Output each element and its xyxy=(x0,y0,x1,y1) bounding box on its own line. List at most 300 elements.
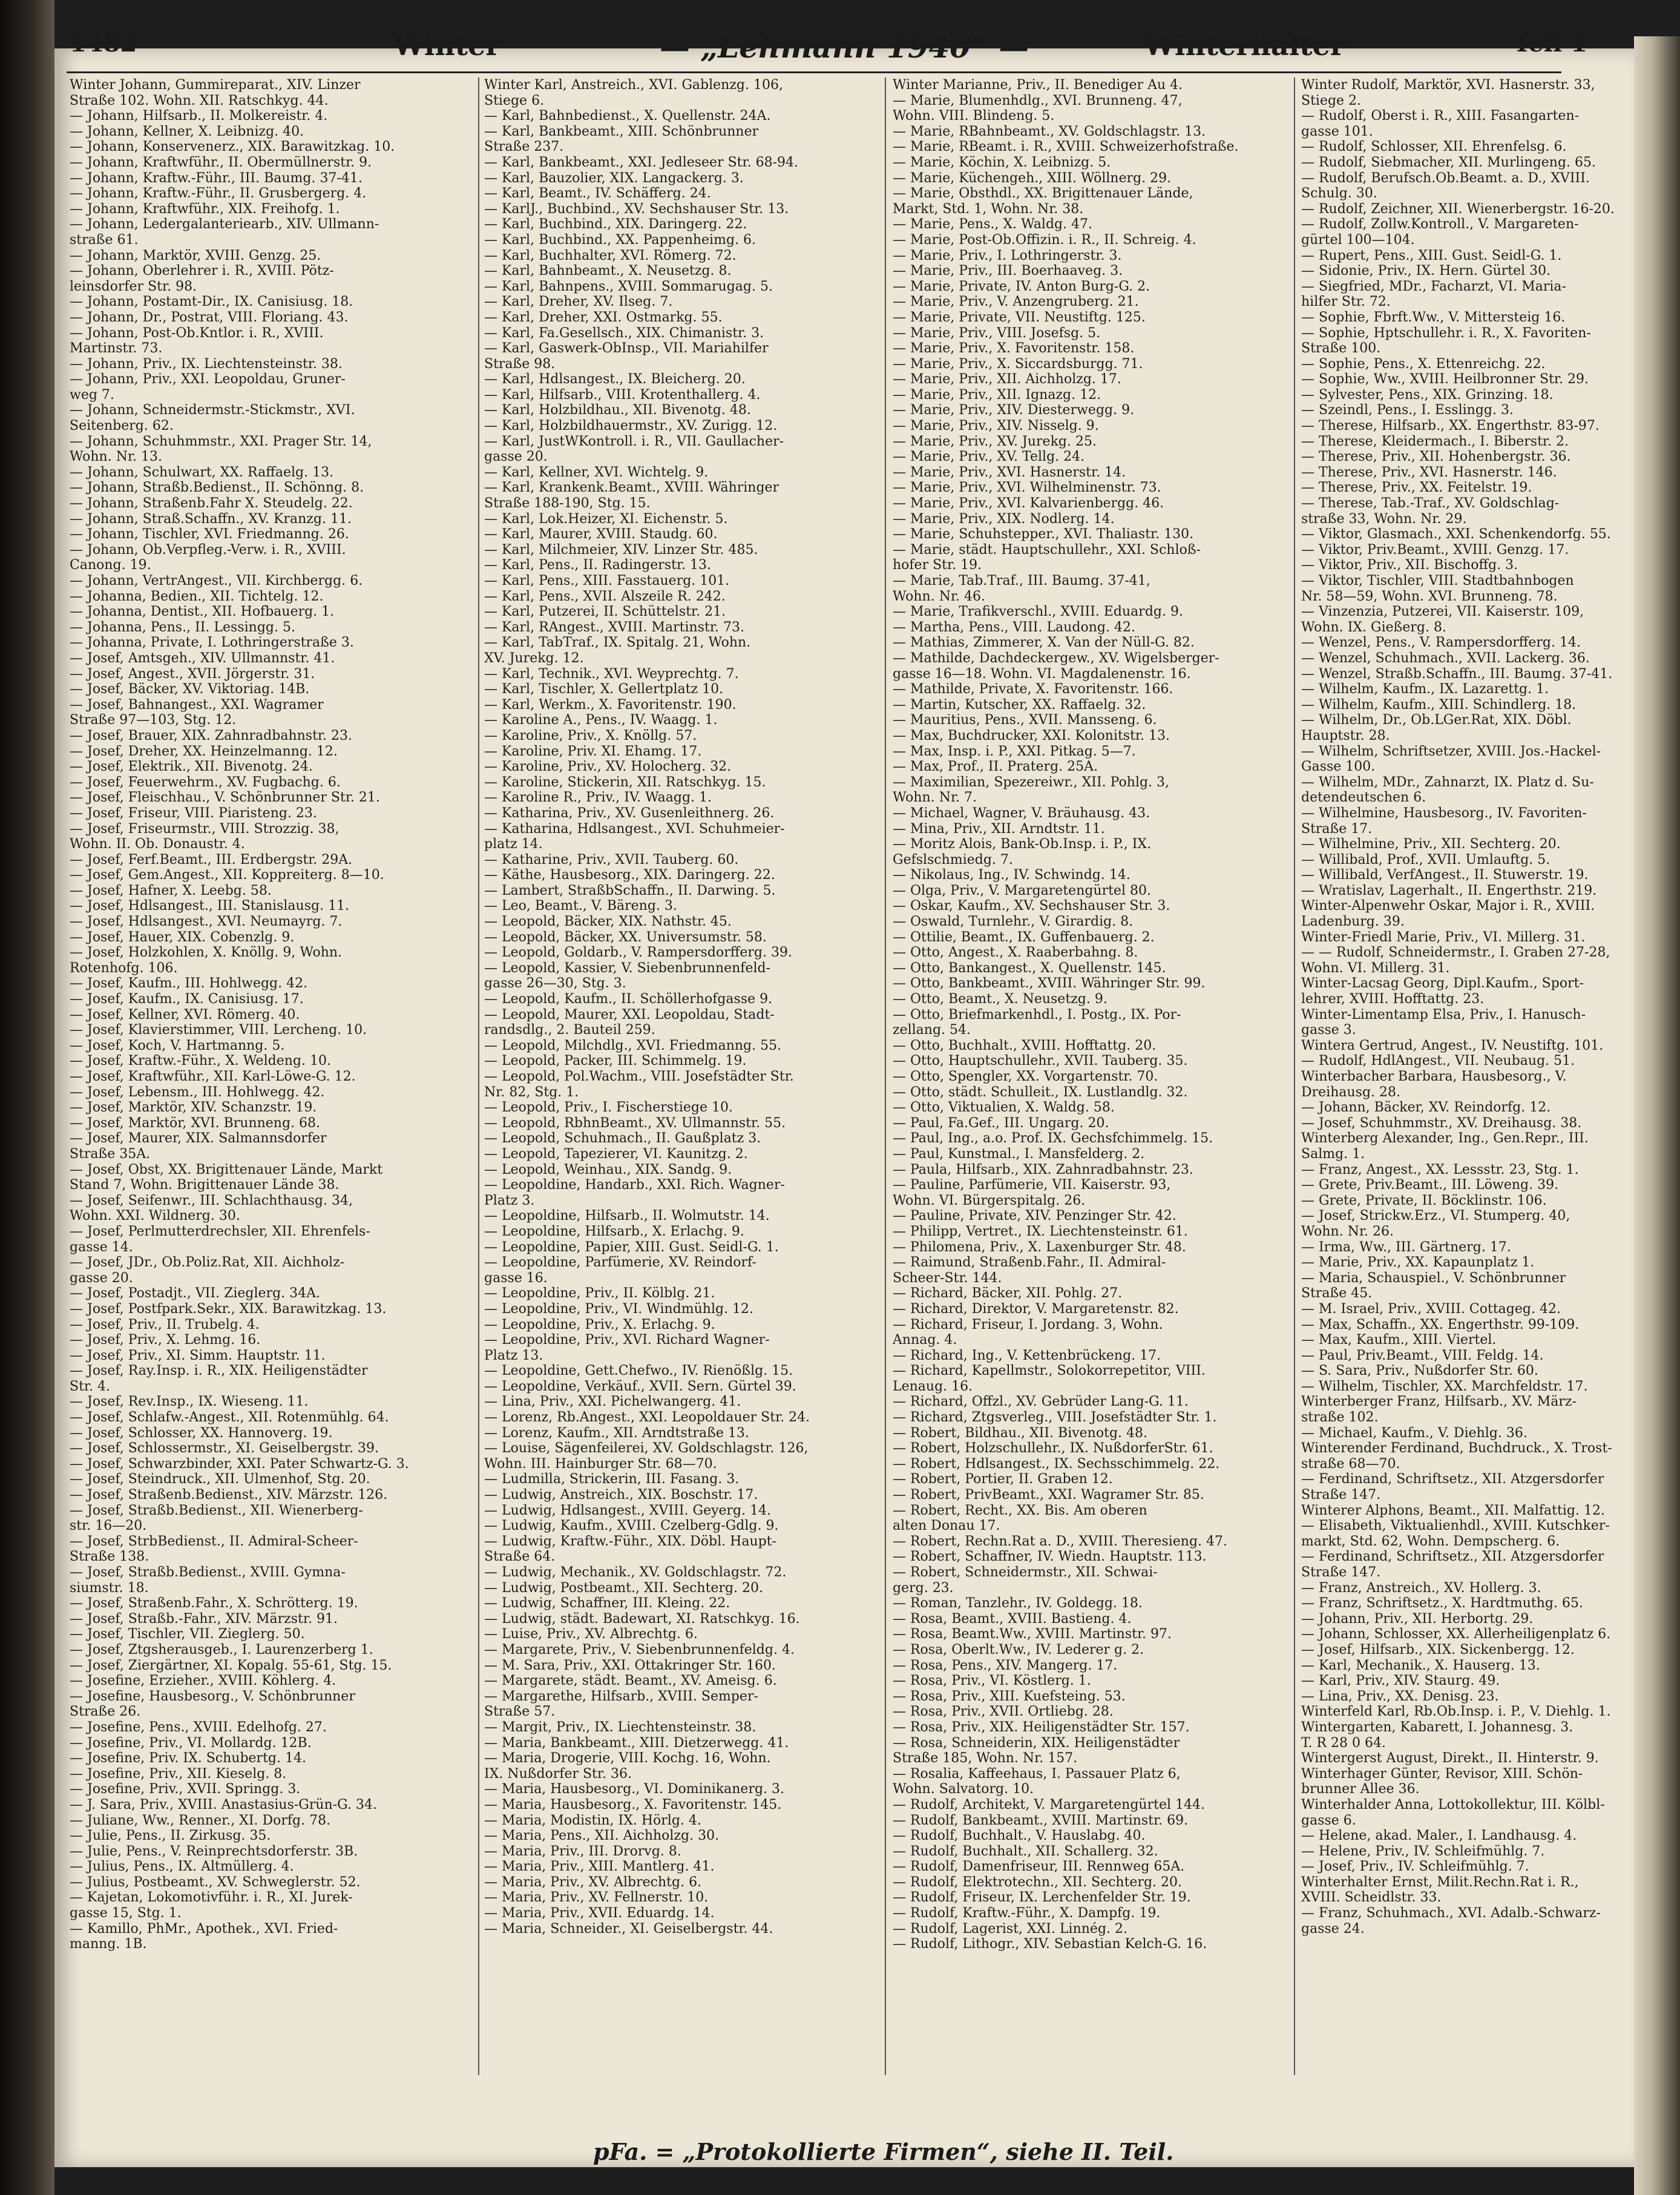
directory-entry-line: — Josef, Maurer, XIX. Salmannsdorfer xyxy=(70,1131,327,1147)
directory-entry-line: — Michael, Kaufm., V. Diehlg. 36. xyxy=(1301,1425,1527,1441)
directory-entry-line: — Karl, Krankenk.Beamt., XVIII. Währinger xyxy=(484,480,779,496)
directory-entry-line: Winter Marianne, Priv., II. Benediger Au 4. xyxy=(893,77,1183,93)
directory-entry-line: — Johann, Priv., XXI. Leopoldau, Gruner- xyxy=(70,372,346,387)
directory-entry-line: — Josef, Ray.Insp. i. R., XIX. Heiligenstädter xyxy=(70,1363,368,1379)
directory-entry-line: — Josef, Postadjt., VII. Zieglerg. 34A. xyxy=(70,1286,321,1302)
directory-entry-line: — Josef, Marktör, XIV. Schanzstr. 19. xyxy=(70,1100,317,1116)
directory-entry-line: — Wilhelm, MDr., Zahnarzt, IX. Platz d. Su- xyxy=(1301,774,1594,790)
directory-entry-line: — Johann, Priv., IX. Liechtensteinstr. 38. xyxy=(70,356,343,372)
directory-entry-line: — Josefine, Priv., XII. Kieselg. 8. xyxy=(70,1766,287,1782)
directory-entry-line: — Franz, Anstreich., XV. Hollerg. 3. xyxy=(1301,1580,1541,1596)
directory-entry-line: — Rudolf, Friseur, IX. Lerchenfelder Str. 19. xyxy=(893,1890,1191,1906)
directory-entry-line: — Josef, Steindruck., XII. Ulmenhof, Stg. 20. xyxy=(70,1472,370,1487)
directory-entry-line: — Elisabeth, Viktualienhdl., XVIII. Kutschker- xyxy=(1301,1518,1610,1534)
directory-entry-line: — Ludwig, städt. Badewart, XI. Ratschkyg. 16. xyxy=(484,1611,800,1627)
directory-entry-line: — Otto, Buchhalt., XVIII. Hofftattg. 20. xyxy=(893,1038,1157,1053)
directory-entry-line: Stiege 2. xyxy=(1301,93,1362,108)
directory-entry-line: — Sophie, Pens., X. Ettenreichg. 22. xyxy=(1301,356,1546,372)
directory-entry-line: — Leopold, Packer, III. Schimmelg. 19. xyxy=(484,1053,747,1069)
directory-entry-line: — Maria, Priv., XVII. Eduardg. 14. xyxy=(484,1906,715,1921)
directory-entry-line: Straße 102. Wohn. XII. Ratschkyg. 44. xyxy=(70,93,329,108)
directory-entry-line: — Josef, Perlmutterdrechsler, XII. Ehrenfels- xyxy=(70,1223,370,1239)
directory-entry-line: — Richard, Ing., V. Kettenbrückeng. 17. xyxy=(893,1348,1161,1363)
directory-entry-line: — Therese, Tab.-Traf., XV. Goldschlag- xyxy=(1301,496,1560,512)
directory-entry-line: gasse 101. xyxy=(1301,123,1373,139)
directory-entry-line: — Josef, JDr., Ob.Poliz.Rat, XII. Aichholz- xyxy=(70,1255,345,1271)
directory-entry-line: — Maria, Schneider., XI. Geiselbergstr. 44. xyxy=(484,1921,773,1937)
directory-entry-line: — Richard, Direktor, V. Margaretenstr. 82. xyxy=(893,1301,1179,1317)
directory-entry-line: — Rudolf, Zollw.Kontroll., V. Margareten- xyxy=(1301,217,1579,232)
directory-entry-line: — Johann, Tischler, XVI. Friedmanng. 26. xyxy=(70,527,349,542)
directory-entry-line: — Pauline, Private, XIV. Penzinger Str. 42. xyxy=(893,1208,1176,1224)
directory-entry-line: XV. Jurekg. 12. xyxy=(484,650,584,666)
directory-entry-line: — Mauritius, Pens., XVII. Mansseng. 6. xyxy=(893,712,1157,728)
series-title: — „Lehmann 1940“ — xyxy=(660,29,1029,65)
directory-entry-line: Winter Karl, Anstreich., XVI. Gablenzg. 106, xyxy=(484,77,783,93)
directory-entry-line: Gefslschmiedg. 7. xyxy=(893,852,1013,867)
directory-entry-line: — Maria, Priv., III. Drorvg. 8. xyxy=(484,1843,681,1859)
directory-entry-line: — Leopold, Kaufm., II. Schöllerhofgasse 9. xyxy=(484,992,773,1007)
directory-entry-line: — Karoline, Priv. XI. Ehamg. 17. xyxy=(484,743,702,759)
directory-entry-line: gasse 3. xyxy=(1301,1022,1356,1038)
directory-entry-line: — Paul, Fa.Gef., III. Ungarg. 20. xyxy=(893,1115,1109,1131)
directory-entry-line: str. 16—20. xyxy=(70,1518,147,1534)
directory-entry-line: — Johanna, Private, I. Lothringerstraße 3. xyxy=(70,635,354,651)
directory-entry-line: T. R 28 0 64. xyxy=(1301,1735,1386,1751)
directory-entry-line: — Rosa, Priv., XIII. Kuefsteing. 53. xyxy=(893,1688,1126,1704)
directory-entry-line: Straße 100. xyxy=(1301,341,1381,357)
directory-entry-line: — Johann, Bäcker, XV. Reindorfg. 12. xyxy=(1301,1100,1551,1116)
directory-entry-line: — Josef, Hdlsangest., III. Stanislausg. 11. xyxy=(70,898,350,914)
directory-entry-line: — Grete, Private, II. Böcklinstr. 106. xyxy=(1301,1193,1547,1208)
directory-entry-line: — Josef, Feuerwehrm., XV. Fugbachg. 6. xyxy=(70,774,341,790)
directory-entry-line: — Johanna, Dentist., XII. Hofbauerg. 1. xyxy=(70,604,335,620)
directory-entry-line: gerg. 23. xyxy=(893,1580,954,1596)
directory-entry-line: — Helene, akad. Maler., I. Landhausg. 4. xyxy=(1301,1828,1577,1844)
directory-entry-line: — Sylvester, Pens., XIX. Grinzing. 18. xyxy=(1301,387,1554,403)
directory-entry-line: Wohn. Nr. 7. xyxy=(893,790,977,806)
directory-column-3 xyxy=(893,77,1274,2093)
directory-entry-line: Stiege 6. xyxy=(484,93,545,108)
directory-entry-line: — Siegfried, MDr., Facharzt, VI. Maria- xyxy=(1301,278,1566,294)
directory-entry-line: — Josef, Friseurmstr., VIII. Strozzig. 38, xyxy=(70,821,340,837)
directory-entry-line: gasse 26—30, Stg. 3. xyxy=(484,976,626,992)
directory-entry-line: — Michael, Wagner, V. Bräuhausg. 43. xyxy=(893,805,1150,821)
directory-entry-line: — Helene, Priv., IV. Schleifmühlg. 7. xyxy=(1301,1843,1545,1859)
directory-entry-line: Winter-Friedl Marie, Priv., VI. Millerg. 31. xyxy=(1301,929,1586,945)
directory-entry-line: — Rudolf, Oberst i. R., XIII. Fasangarten- xyxy=(1301,108,1580,124)
directory-entry-line: — Ludwig, Kraftw.-Führ., XIX. Döbl. Haupt- xyxy=(484,1533,776,1549)
directory-entry-line: Winterberger Franz, Hilfsarb., XV. März- xyxy=(1301,1394,1577,1410)
directory-entry-line: — Marie, Priv., XVI. Wilhelminenstr. 73. xyxy=(893,480,1161,496)
header-rule xyxy=(67,71,1561,73)
directory-entry-line: — Viktor, Priv., XII. Bischoffg. 3. xyxy=(1301,558,1518,573)
directory-entry-line: — Johann, Kraftw.-Führ., III. Baumg. 37-41. xyxy=(70,170,363,186)
directory-entry-line: — Therese, Hilfsarb., XX. Engerthstr. 83-97. xyxy=(1301,418,1600,434)
directory-entry-line: gasse 16—18. Wohn. VI. Magdalenenstr. 16. xyxy=(893,666,1191,682)
directory-entry-line: — Maria, Priv., XV. Albrechtg. 6. xyxy=(484,1874,702,1890)
directory-entry-line: — Josef, Priv., II. Trubelg. 4. xyxy=(70,1317,260,1332)
directory-entry-line: — Maria, Hausbesorg., X. Favoritenstr. 145. xyxy=(484,1797,782,1812)
directory-entry-line: — Käthe, Hausbesorg., XIX. Daringerg. 22. xyxy=(484,867,775,883)
footer-note: pFa. = „Protokollierte Firmen“, siehe II. Teil. xyxy=(593,2138,1174,2165)
directory-entry-line: Nr. 82, Stg. 1. xyxy=(484,1084,579,1100)
directory-entry-line: Straße 147. xyxy=(1301,1487,1381,1503)
directory-entry-line: — Josef, StrbBedienst., II. Admiral-Scheer- xyxy=(70,1533,358,1549)
directory-entry-line: Winterberg Alexander, Ing., Gen.Repr., III. xyxy=(1301,1131,1589,1147)
directory-entry-line: — Luise, Priv., XV. Albrechtg. 6. xyxy=(484,1627,698,1642)
directory-entry-line: — Paul, Ing., a.o. Prof. IX. Gechsfchimmelg. 15. xyxy=(893,1131,1213,1147)
directory-entry-line: Winterhalder Anna, Lottokollektur, III. Kölbl- xyxy=(1301,1797,1605,1812)
directory-entry-line: — Johann, Post-Ob.Kntlor. i. R., XVIII. xyxy=(70,325,324,341)
directory-entry-line: — Josef, Amtsgeh., XIV. Ullmannstr. 41. xyxy=(70,650,335,666)
directory-entry-line: — Josef, Straßb.Bedienst., XVIII. Gymna- xyxy=(70,1565,346,1580)
directory-entry-line: — — Rudolf, Schneidermstr., I. Graben 27-28, xyxy=(1301,945,1610,961)
directory-entry-line: — Leopoldine, Hilfsarb., X. Erlachg. 9. xyxy=(484,1223,744,1239)
directory-entry-line: — Marie, städt. Hauptschullehr., XXI. Schloß- xyxy=(893,542,1201,558)
directory-entry-line: — Johann, Priv., XII. Herbortg. 29. xyxy=(1301,1611,1534,1627)
directory-entry-line: — Josefine, Hausbesorg., V. Schönbrunner xyxy=(70,1688,355,1704)
directory-entry-line: — Max, Insp. i. P., XXI. Pitkag. 5—7. xyxy=(893,743,1136,759)
directory-entry-line: — Johann, Straßenb.Fahr X. Steudelg. 22. xyxy=(70,496,353,512)
directory-entry-line: Winterfeld Karl, Rb.Ob.Insp. i. P., V. Diehlg. 1. xyxy=(1301,1704,1611,1720)
directory-entry-line: — Marie, Private, VII. Neustiftg. 125. xyxy=(893,309,1146,325)
directory-entry-line: — Robert, Schneidermstr., XII. Schwai- xyxy=(893,1565,1158,1580)
directory-entry-line: — Josef, Priv., IV. Schleifmühlg. 7. xyxy=(1301,1859,1529,1875)
directory-entry-line: — Josef, Straßb.Bedienst., XII. Wienerberg- xyxy=(70,1502,363,1518)
directory-entry-line: — Rupert, Pens., XIII. Gust. Seidl-G. 1. xyxy=(1301,248,1562,263)
directory-entry-line: — Josef, Straßb.-Fahr., XIV. Märzstr. 91. xyxy=(70,1611,338,1627)
directory-entry-line: gasse 24. xyxy=(1301,1921,1365,1937)
directory-entry-line: gasse 20. xyxy=(484,449,548,465)
directory-entry-line: straße 33, Wohn. Nr. 29. xyxy=(1301,511,1467,527)
directory-entry-line: — Josef, Schlafw.-Angest., XII. Rotenmühlg. 64. xyxy=(70,1410,389,1426)
directory-entry-line: — Marie, Trafikverschl., XVIII. Eduardg. 9. xyxy=(893,604,1183,620)
directory-entry-line: Winterhalter Ernst, Milit.Rechn.Rat i. R., xyxy=(1301,1874,1579,1890)
directory-entry-line: — Julius, Postbeamt., XV. Schweglerstr. 52. xyxy=(70,1874,361,1890)
directory-entry-line: zellang. 54. xyxy=(893,1022,971,1038)
directory-entry-line: — Karl, Kellner, XVI. Wichtelg. 9. xyxy=(484,464,709,480)
directory-entry-line: Wohn. VI. Millerg. 31. xyxy=(1301,960,1450,976)
directory-entry-line: — Karl, Hilfsarb., VIII. Krotenthallerg. 4. xyxy=(484,387,761,403)
directory-entry-line: — Marie, RBahnbeamt., XV. Goldschlagstr. 13. xyxy=(893,123,1206,139)
directory-entry-line: — Robert, Rechn.Rat a. D., XVIII. Theresieng. 47. xyxy=(893,1533,1228,1549)
directory-entry-line: Winter-Limentamp Elsa, Priv., I. Hanusch- xyxy=(1301,1007,1586,1022)
directory-entry-line: — Johann, Dr., Postrat, VIII. Floriang. 43. xyxy=(70,309,349,325)
directory-entry-line: — Johann, Konservenerz., XIX. Barawitzkag. 10. xyxy=(70,139,395,155)
directory-entry-line: — Marie, Obsthdl., XX. Brigittenauer Lände, xyxy=(893,186,1193,202)
directory-entry-line: — Katharina, Hdlsangest., XVI. Schuhmeier- xyxy=(484,821,785,837)
directory-entry-line: — Ludwig, Kaufm., XVIII. Czelberg-Gdlg. 9. xyxy=(484,1518,779,1534)
directory-entry-line: — Karl, Milchmeier, XIV. Linzer Str. 485. xyxy=(484,542,758,558)
directory-entry-line: — Robert, Bildhau., XII. Bivenotg. 48. xyxy=(893,1425,1147,1441)
directory-entry-line: — Karoline A., Pens., IV. Waagg. 1. xyxy=(484,712,718,728)
directory-entry-line: — Johann, Straß.Schaffn., XV. Kranzg. 11. xyxy=(70,511,352,527)
directory-entry-line: lehrer, XVIII. Hofftattg. 23. xyxy=(1301,992,1485,1007)
directory-entry-line: — Marie, RBeamt. i. R., XVIII. Schweizerhofstraße. xyxy=(893,139,1239,155)
directory-entry-line: — Lorenz, Rb.Angest., XXI. Leopoldauer Str. 24. xyxy=(484,1410,810,1426)
directory-entry-line: — Karl, Beamt., IV. Schäfferg. 24. xyxy=(484,186,711,202)
directory-entry-line: — Josef, Kraftw.-Führ., X. Weldeng. 10. xyxy=(70,1053,331,1069)
directory-entry-line: — Margarete, städt. Beamt., XV. Ameisg. 6. xyxy=(484,1673,777,1689)
directory-entry-line: — Otto, Briefmarkenhdl., I. Postg., IX. Por- xyxy=(893,1007,1181,1022)
running-head-right: Winterhalter xyxy=(1144,29,1345,62)
directory-entry-line: — Nikolaus, Ing., IV. Schwindg. 14. xyxy=(893,867,1130,883)
directory-entry-line: — Karoline R., Priv., IV. Waagg. 1. xyxy=(484,790,712,806)
directory-entry-line: detendeutschen 6. xyxy=(1301,790,1426,806)
part-label: Teil 1 xyxy=(1513,29,1587,58)
directory-entry-line: — Otto, Bankbeamt., XVIII. Währinger Str. 99. xyxy=(893,976,1206,992)
directory-entry-line: — Therese, Priv., XII. Hohenbergstr. 36. xyxy=(1301,449,1571,465)
directory-entry-line: — Julius, Pens., IX. Altmüllerg. 4. xyxy=(70,1859,294,1875)
directory-entry-line: — Karl, Pens., XVII. Alszeile R. 242. xyxy=(484,588,726,604)
directory-entry-line: — Marie, Priv., VIII. Josefsg. 5. xyxy=(893,325,1101,341)
directory-entry-line: — Johann, Marktör, XVIII. Genzg. 25. xyxy=(70,248,321,263)
directory-entry-line: — Johann, VertrAngest., VII. Kirchbergg. 6. xyxy=(70,573,363,588)
directory-entry-line: — Marie, Priv., XVI. Kalvarienbergg. 46. xyxy=(893,496,1164,512)
directory-entry-line: — J. Sara, Priv., XVIII. Anastasius-Grün-G. 34. xyxy=(70,1797,377,1812)
directory-entry-line: — Rudolf, Damenfriseur, III. Rennweg 65A. xyxy=(893,1859,1185,1875)
directory-entry-line: — Leopold, Goldarb., V. Rampersdorfferg. 39. xyxy=(484,945,792,961)
directory-entry-line: Straße 147. xyxy=(1301,1565,1381,1580)
directory-entry-line: — Maria, Drogerie, VIII. Kochg. 16, Wohn. xyxy=(484,1751,771,1766)
directory-entry-line: — Karoline, Priv., X. Knöllg. 57. xyxy=(484,728,697,743)
directory-entry-line: — Maria, Hausbesorg., VI. Dominikanerg. 3. xyxy=(484,1782,785,1797)
directory-entry-line: — Karl, Lok.Heizer, XI. Eichenstr. 5. xyxy=(484,511,728,527)
directory-entry-line: — Rosa, Pens., XIV. Mangerg. 17. xyxy=(893,1657,1118,1673)
directory-entry-line: — Josef, Koch, V. Hartmanng. 5. xyxy=(70,1038,285,1053)
directory-entry-line: Wintera Gertrud, Angest., IV. Neustiftg. 101. xyxy=(1301,1038,1604,1053)
directory-entry-line: — Leopoldine, Verkäuf., XVII. Sern. Gürtel 39. xyxy=(484,1378,796,1394)
directory-entry-line: platz 14. xyxy=(484,837,543,852)
directory-entry-line: — Johann, Kraftwführ., II. Obermüllnerstr. 9. xyxy=(70,154,372,170)
directory-entry-line: — Karoline, Stickerin, XII. Ratschkyg. 15. xyxy=(484,774,766,790)
directory-entry-line: — Otto, Angest., X. Raaberbahng. 8. xyxy=(893,945,1138,961)
directory-entry-line: — Pauline, Parfümerie, VII. Kaiserstr. 93, xyxy=(893,1177,1171,1193)
directory-entry-line: — Johann, Ob.Verpfleg.-Verw. i. R., XVIII. xyxy=(70,542,346,558)
directory-entry-line: — Marie, Post-Ob.Offizin. i. R., II. Schreig. 4. xyxy=(893,232,1196,248)
directory-entry-line: — Leopoldine, Parfümerie, XV. Reindorf- xyxy=(484,1255,756,1271)
directory-entry-line: — Mathilde, Private, X. Favoritenstr. 166. xyxy=(893,682,1173,697)
directory-entry-line: — Josef, Kraftwführ., XII. Karl-Löwe-G. 12. xyxy=(70,1069,356,1084)
directory-entry-line: — Oskar, Kaufm., XV. Sechshauser Str. 3. xyxy=(893,898,1170,914)
directory-entry-line: — Leopold, RbhnBeamt., XV. Ullmannstr. 55. xyxy=(484,1115,786,1131)
directory-entry-line: Annag. 4. xyxy=(893,1332,957,1348)
directory-entry-line: — Marie, Priv., XII. Aichholzg. 17. xyxy=(893,372,1121,387)
directory-entry-line: — Marie, Priv., XV. Tellg. 24. xyxy=(893,449,1085,465)
directory-entry-line: Rotenhofg. 106. xyxy=(70,960,178,976)
directory-entry-line: — Sophie, Fbrft.Ww., V. Mittersteig 16. xyxy=(1301,309,1566,325)
directory-entry-line: — Lorenz, Kaufm., XII. Arndtstraße 13. xyxy=(484,1425,749,1441)
directory-entry-line: — Marie, Priv., V. Anzengruberg. 21. xyxy=(893,294,1139,310)
directory-entry-line: Wohn. VIII. Blindeng. 5. xyxy=(893,108,1055,124)
directory-entry-line: Ladenburg. 39. xyxy=(1301,914,1405,930)
directory-entry-line: — Marie, Küchengeh., XIII. Wöllnerg. 29. xyxy=(893,170,1172,186)
directory-entry-line: Wintergarten, Kabarett, I. Johannesg. 3. xyxy=(1301,1719,1573,1735)
directory-entry-line: — Roman, Tanzlehr., IV. Goldegg. 18. xyxy=(893,1596,1143,1611)
directory-entry-line: — Margarethe, Hilfsarb., XVIII. Semper- xyxy=(484,1688,758,1704)
directory-entry-line: — Karl, Technik., XVI. Weyprechtg. 7. xyxy=(484,666,739,682)
directory-entry-line: — Franz, Schriftsetz., X. Hardtmuthg. 65. xyxy=(1301,1596,1583,1611)
directory-entry-line: — Marie, Priv., I. Lothringerstr. 3. xyxy=(893,248,1122,263)
directory-entry-line: — Marie, Priv., XIV. Diesterwegg. 9. xyxy=(893,403,1135,418)
directory-entry-line: — Marie, Priv., XV. Jurekg. 25. xyxy=(893,433,1097,449)
directory-entry-line: — Leopold, Maurer, XXI. Leopoldau, Stadt- xyxy=(484,1007,775,1022)
directory-entry-line: Straße 26. xyxy=(70,1704,141,1720)
directory-entry-line: Platz 13. xyxy=(484,1348,543,1363)
directory-entry-line: — Ferdinand, Schriftsetz., XII. Atzgersdorfer xyxy=(1301,1472,1604,1487)
directory-entry-line: — Leopold, Tapezierer, VI. Kaunitzg. 2. xyxy=(484,1146,748,1162)
directory-entry-line: Straße 35A. xyxy=(70,1146,151,1162)
directory-entry-line: — Rudolf, Berufsch.Ob.Beamt. a. D., XVIII. xyxy=(1301,170,1590,186)
directory-entry-line: Winter Rudolf, Marktör, XVI. Hasnerstr. 33, xyxy=(1301,77,1595,93)
directory-entry-line: Str. 4. xyxy=(70,1378,110,1394)
directory-entry-line: — Richard, Kapellmstr., Solokorrepetitor, VIII. xyxy=(893,1363,1206,1379)
directory-entry-line: — KarlJ., Buchbind., XV. Sechshauser Str. 13. xyxy=(484,201,789,217)
directory-entry-line: — S. Sara, Priv., Nußdorfer Str. 60. xyxy=(1301,1363,1538,1379)
directory-entry-line: — Wilhelm, Kaufm., XIII. Schindlerg. 18. xyxy=(1301,697,1577,712)
directory-entry-line: — Leopold, Weinhau., XIX. Sandg. 9. xyxy=(484,1162,732,1177)
directory-entry-line: — Wilhelmine, Priv., XII. Sechterg. 20. xyxy=(1301,837,1561,852)
directory-entry-line: Winterender Ferdinand, Buchdruck., X. Trost- xyxy=(1301,1441,1612,1456)
directory-entry-line: — Karl, Bauzolier, XIX. Langackerg. 3. xyxy=(484,170,744,186)
directory-entry-line: Hauptstr. 28. xyxy=(1301,728,1390,743)
directory-entry-line: Wohn. XXI. Wildnerg. 30. xyxy=(70,1208,240,1224)
directory-entry-line: — Rosa, Beamt., XVIII. Bastieng. 4. xyxy=(893,1611,1132,1627)
directory-entry-line: — Wilhelm, Dr., Ob.LGer.Rat, XIX. Döbl. xyxy=(1301,712,1572,728)
directory-entry-line: — Josef, Priv., X. Lehmg. 16. xyxy=(70,1332,261,1348)
directory-entry-line: Wohn. II. Ob. Donaustr. 4. xyxy=(70,837,245,852)
directory-entry-line: gasse 14. xyxy=(70,1239,133,1255)
directory-column-4 xyxy=(1301,77,1664,2093)
directory-entry-line: — Josef, Straßenb.Bedienst., XIV. Märzstr. 126. xyxy=(70,1487,388,1503)
directory-entry-line: — Johann, Postamt-Dir., IX. Canisiusg. 18. xyxy=(70,294,353,310)
directory-entry-line: — Josef, Ziergärtner, XI. Kopalg. 55-61, Stg. 15. xyxy=(70,1657,392,1673)
directory-entry-line: — Karl, Dreher, XV. Ilseg. 7. xyxy=(484,294,673,310)
directory-entry-line: — Josef, Hauer, XIX. Cobenzlg. 9. xyxy=(70,929,295,945)
directory-entry-line: — Karl, Mechanik., X. Hauserg. 13. xyxy=(1301,1657,1540,1673)
directory-entry-line: — Josef, Postfpark.Sekr., XIX. Barawitzkag. 13. xyxy=(70,1301,387,1317)
directory-entry-line: — Johann, Kraftwführ., XIX. Freihofg. 1. xyxy=(70,201,340,217)
directory-entry-line: — Karl, Fa.Gesellsch., XIX. Chimanistr. 3. xyxy=(484,325,764,341)
directory-entry-line: — Josef, Strickw.Erz., VI. Stumperg. 40, xyxy=(1301,1208,1570,1224)
directory-entry-line: — Josef, Schuhmmstr., XV. Dreihausg. 38. xyxy=(1301,1115,1582,1131)
directory-entry-line: — Martin, Kutscher, XX. Raffaelg. 32. xyxy=(893,697,1146,712)
directory-entry-line: hofer Str. 19. xyxy=(893,558,982,573)
directory-entry-line: Wohn. Nr. 13. xyxy=(70,449,163,465)
directory-entry-line: — Max, Prof., II. Praterg. 25A. xyxy=(893,759,1098,775)
directory-entry-line: — Rudolf, Kraftw.-Führ., X. Dampfg. 19. xyxy=(893,1906,1161,1921)
directory-entry-line: — Josef, Rev.Insp., IX. Wieseng. 11. xyxy=(70,1394,309,1410)
directory-entry-line: Straße 45. xyxy=(1301,1286,1373,1302)
directory-entry-line: — Josef, Holzkohlen, X. Knöllg. 9, Wohn. xyxy=(70,945,343,961)
directory-entry-line: — Paul, Kunstmal., I. Mansfelderg. 2. xyxy=(893,1146,1145,1162)
directory-entry-line: — Josef, Schwarzbinder, XXI. Pater Schwartz-G. 3. xyxy=(70,1456,409,1472)
directory-entry-line: — Rudolf, Siebmacher, XII. Murlingeng. 65. xyxy=(1301,154,1596,170)
directory-entry-line: — Josef, Kaufm., IX. Canisiusg. 17. xyxy=(70,992,304,1007)
directory-entry-line: — Johann, Kellner, X. Leibnizg. 40. xyxy=(70,123,304,139)
directory-entry-line: — Wilhelmine, Hausbesorg., IV. Favoriten- xyxy=(1301,805,1587,821)
directory-column-2 xyxy=(484,77,865,2093)
directory-entry-line: — Marie, Köchin, X. Leibnizg. 5. xyxy=(893,154,1111,170)
directory-entry-line: — Margarete, Priv., V. Siebenbrunnenfeldg. 4. xyxy=(484,1642,795,1657)
directory-entry-line: — Karl, Putzerei, II. Schüttelstr. 21. xyxy=(484,604,726,620)
directory-entry-line: — Karl, Buchhalter, XVI. Römerg. 72. xyxy=(484,248,737,263)
directory-entry-line: — Leopoldine, Hilfsarb., II. Wolmutstr. 14. xyxy=(484,1208,770,1224)
directory-entry-line: Wohn. Nr. 26. xyxy=(1301,1223,1394,1239)
directory-entry-line: — Karl, Buchbind., XX. Pappenheimg. 6. xyxy=(484,232,756,248)
directory-entry-line: — Karl, Priv., XIV. Staurg. 49. xyxy=(1301,1673,1500,1689)
directory-entry-line: — Therese, Priv., XVI. Hasnerstr. 146. xyxy=(1301,464,1557,480)
directory-entry-line: weg 7. xyxy=(70,387,114,403)
directory-entry-line: — Rudolf, Zeichner, XII. Wienerbergstr. 16-20. xyxy=(1301,201,1615,217)
directory-entry-line: — Louise, Sägenfeilerei, XV. Goldschlagstr. 126, xyxy=(484,1441,809,1456)
directory-entry-line: — Josef, Dreher, XX. Heinzelmanng. 12. xyxy=(70,743,338,759)
directory-entry-line: — Leopoldine, Priv., X. Erlachg. 9. xyxy=(484,1317,715,1332)
directory-entry-line: Winter-Lacsag Georg, Dipl.Kaufm., Sport- xyxy=(1301,976,1584,992)
directory-entry-line: — Leopold, Kassier, V. Siebenbrunnenfeld- xyxy=(484,960,771,976)
directory-entry-line: — Karl, Gaswerk-ObInsp., VII. Mariahilfer xyxy=(484,341,769,357)
directory-entry-line: — Julie, Pens., II. Zirkusg. 35. xyxy=(70,1828,271,1844)
directory-entry-line: Wohn. IX. Gießerg. 8. xyxy=(1301,619,1446,635)
directory-entry-line: — Josef, Gem.Angest., XII. Koppreiterg. 8—10. xyxy=(70,867,384,883)
column-divider xyxy=(478,77,479,2075)
directory-entry-line: — Robert, PrivBeamt., XXI. Wagramer Str. 85. xyxy=(893,1487,1204,1503)
page-number: 1482 xyxy=(70,29,137,58)
directory-entry-line: Straße 64. xyxy=(484,1549,556,1565)
directory-entry-line: — Josef, Klavierstimmer, VIII. Lercheng. 10. xyxy=(70,1022,367,1038)
directory-entry-line: hilfer Str. 72. xyxy=(1301,294,1391,310)
directory-entry-line: — Marie, Private, IV. Anton Burg-G. 2. xyxy=(893,278,1150,294)
directory-entry-line: gasse 6. xyxy=(1301,1812,1356,1828)
directory-entry-line: — Leopold, Milchdlg., XVI. Friedmanng. 55. xyxy=(484,1038,782,1053)
directory-entry-line: — Josef, Priv., XI. Simm. Hauptstr. 11. xyxy=(70,1348,326,1363)
directory-entry-line: Markt, Std. 1, Wohn. Nr. 38. xyxy=(893,201,1084,217)
directory-entry-line: — Karl, JustWKontroll. i. R., VII. Gaullacher- xyxy=(484,433,784,449)
directory-entry-line: — Mina, Priv., XII. Arndtstr. 11. xyxy=(893,821,1105,837)
directory-entry-line: — Johann, Schneidermstr.-Stickmstr., XVI. xyxy=(70,403,355,418)
directory-entry-line: — Josef, Obst, XX. Brigittenauer Lände, Markt xyxy=(70,1162,383,1177)
directory-entry-line: Stand 7, Wohn. Brigittenauer Lände 38. xyxy=(70,1177,340,1193)
directory-entry-line: — Maria, Modistin, IX. Hörlg. 4. xyxy=(484,1812,701,1828)
directory-entry-line: — Marie, Pens., X. Waldg. 47. xyxy=(893,217,1093,232)
directory-entry-line: — Mathilde, Dachdeckergew., XV. Wigelsberger- xyxy=(893,650,1219,666)
directory-entry-line: — Sidonie, Priv., IX. Hern. Gürtel 30. xyxy=(1301,263,1551,279)
directory-entry-line: — Marie, Blumenhdlg., XVI. Brunneng. 47, xyxy=(893,93,1183,108)
directory-entry-line: — Maria, Pens., XII. Aichholzg. 30. xyxy=(484,1828,720,1844)
directory-entry-line: Nr. 58—59, Wohn. XVI. Brunneng. 78. xyxy=(1301,588,1558,604)
directory-entry-line: — Josefine, Priv., XVII. Springg. 3. xyxy=(70,1782,301,1797)
directory-entry-line: — Johanna, Pens., II. Lessingg. 5. xyxy=(70,619,295,635)
directory-entry-line: — Otto, Hauptschullehr., XVII. Tauberg. 35. xyxy=(893,1053,1188,1069)
directory-entry-line: — Otto, Spengler, XX. Vorgartenstr. 70. xyxy=(893,1069,1158,1084)
directory-entry-line: Straße 97—103, Stg. 12. xyxy=(70,712,237,728)
directory-entry-line: — Karl, Tischler, X. Gellertplatz 10. xyxy=(484,682,724,697)
directory-entry-line: — Marie, Priv., XX. Kapaunplatz 1. xyxy=(1301,1255,1535,1271)
directory-entry-line: — Wenzel, Schuhmach., XVII. Lackerg. 36. xyxy=(1301,650,1590,666)
directory-entry-line: — Philipp, Vertret., IX. Liechtensteinstr. 61. xyxy=(893,1223,1188,1239)
directory-entry-line: — Leopoldine, Gett.Chefwo., IV. Rienößlg. 15. xyxy=(484,1363,793,1379)
directory-entry-line: Canong. 19. xyxy=(70,558,151,573)
directory-entry-line: — Maria, Priv., XIII. Mantlerg. 41. xyxy=(484,1859,715,1875)
directory-entry-line: — Johanna, Bedien., XII. Tichtelg. 12. xyxy=(70,588,324,604)
directory-entry-line: — Therese, Kleidermach., I. Biberstr. 2. xyxy=(1301,433,1569,449)
directory-entry-line: — Rudolf, Architekt, V. Margaretengürtel 144. xyxy=(893,1797,1205,1812)
directory-entry-line: — Rosa, Beamt.Ww., XVIII. Martinstr. 97. xyxy=(893,1627,1172,1642)
directory-entry-line: — Rudolf, Lithogr., XIV. Sebastian Kelch-G. 16. xyxy=(893,1937,1207,1952)
directory-entry-line: — Karl, Werkm., X. Favoritenstr. 190. xyxy=(484,697,737,712)
directory-entry-line: — Josef, Tischler, VII. Zieglerg. 50. xyxy=(70,1627,305,1642)
